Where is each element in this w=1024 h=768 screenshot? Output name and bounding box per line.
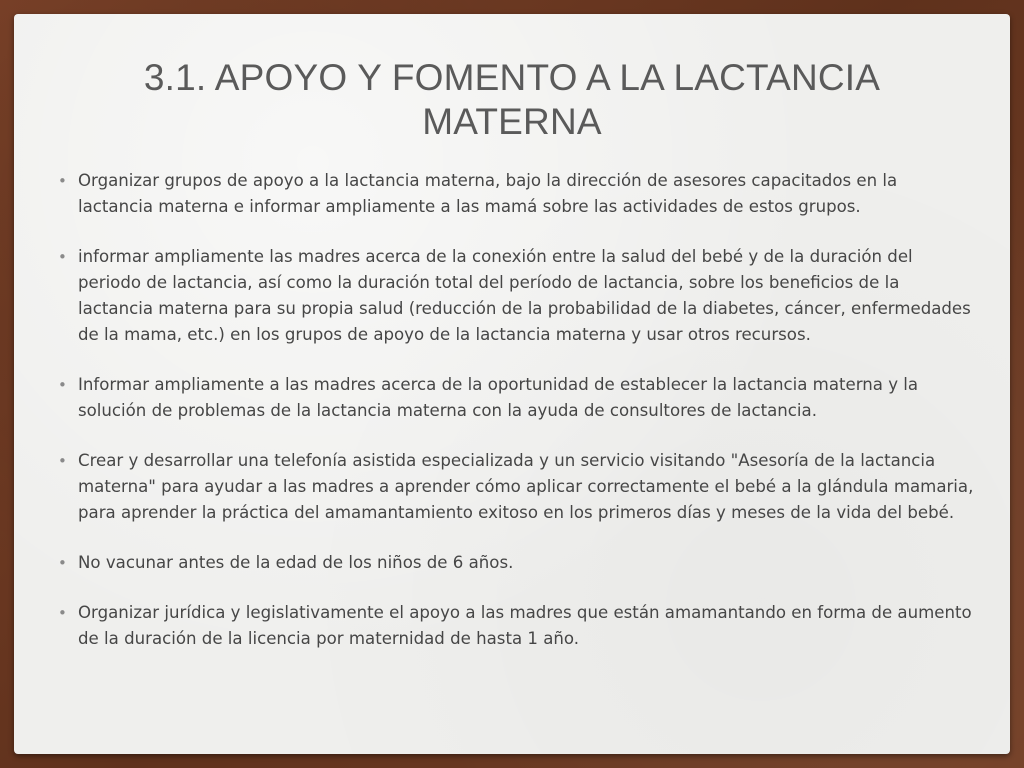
bullet-text: Organizar jurídica y legislativamente el apoyo a las madres que están amamantando en forma de aumento de la duración de la licencia por maternidad de hasta 1 año. <box>78 603 972 648</box>
bullet-list <box>54 168 974 676</box>
bullet-item <box>54 168 974 220</box>
bullet-text: No vacunar antes de la edad de los niños de 6 años. <box>78 553 514 572</box>
bullet-dot-icon: • <box>58 248 67 266</box>
slide-title <box>54 56 970 144</box>
bullet-text: Informar ampliamente a las madres acerca de la oportunidad de establecer la lactancia materna y la solución de problemas de la lactancia materna con la ayuda de consultores de lactancia. <box>78 375 919 420</box>
bullet-item <box>54 550 974 576</box>
bullet-dot-icon: • <box>58 554 67 572</box>
bullet-text: informar ampliamente las madres acerca de la conexión entre la salud del bebé y de la duración del periodo de lactancia, así como la duración total del período de lactancia, sobre los beneficios de la lactancia materna para su propia salud (reducción de la probabilidad de la diabetes, cáncer, enfermedades de la mama, etc.) en los grupos de apoyo de la lactancia materna y usar otros recursos. <box>78 247 971 344</box>
bullet-item <box>54 244 974 348</box>
bullet-text: Crear y desarrollar una telefonía asistida especializada y un servicio visitando "Asesoría de la lactancia materna" para ayudar a las madres a aprender cómo aplicar correctamente el bebé a la glándula mamaria, para aprender la práctica del amamantamiento exitoso en los primeros días y meses de la vida del bebé. <box>78 451 974 522</box>
bullet-item <box>54 372 974 424</box>
title-line-2: MATERNA <box>422 101 602 142</box>
bullet-dot-icon: • <box>58 172 67 190</box>
bullet-item <box>54 600 974 652</box>
title-line-1: 3.1. APOYO Y FOMENTO A LA LACTANCIA <box>143 57 881 98</box>
slide <box>14 14 1010 754</box>
bullet-dot-icon: • <box>58 452 67 470</box>
bullet-item <box>54 448 974 526</box>
bullet-dot-icon: • <box>58 376 67 394</box>
bullet-text: Organizar grupos de apoyo a la lactancia materna, bajo la dirección de asesores capacitados en la lactancia materna e informar ampliamente a las mamá sobre las actividades de estos grupos. <box>78 171 898 216</box>
bullet-dot-icon: • <box>58 604 67 622</box>
